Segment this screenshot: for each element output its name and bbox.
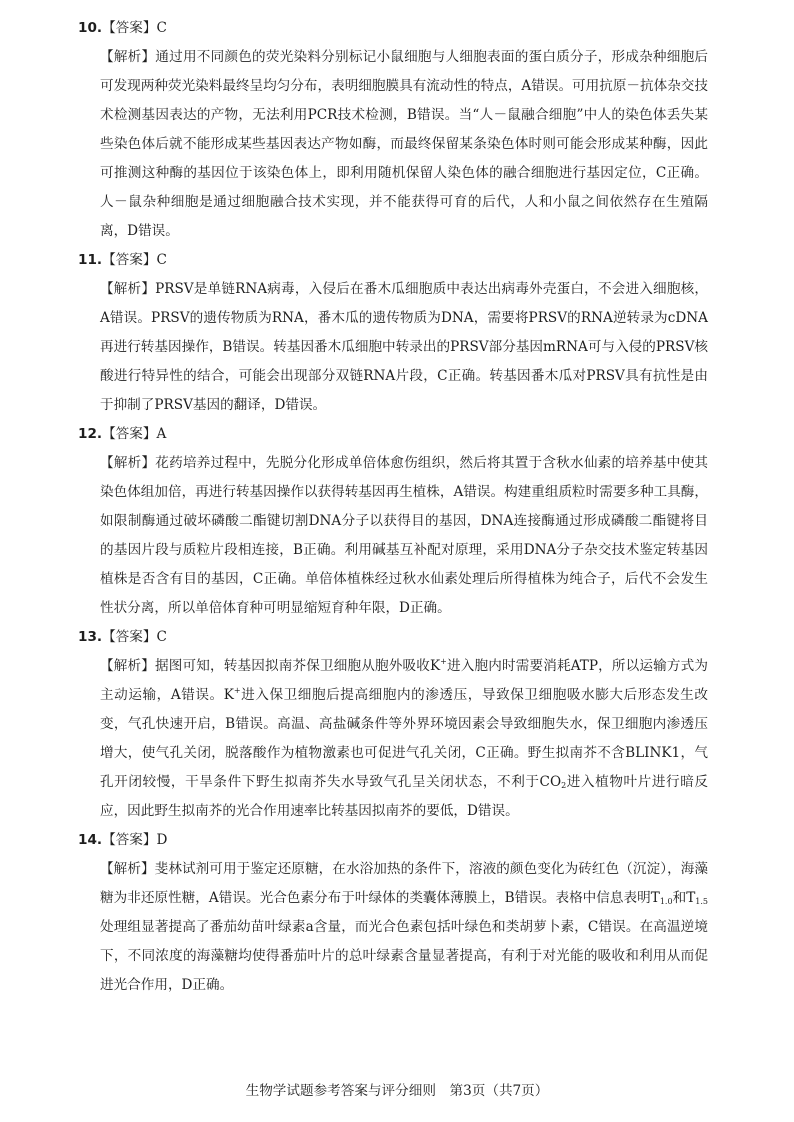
analysis-segment: 进入胞内时需要消耗ATP，所以运输方式为主动运输，A错误。K: [100, 658, 708, 703]
answer-label: 【答案】A: [102, 426, 167, 442]
answer-line: [78, 623, 708, 652]
page-footer: 生物学试题参考答案与评分细则 第3页（共7页）: [245, 1083, 549, 1099]
answer-line: [78, 826, 708, 855]
question-number: 11.: [78, 252, 103, 268]
answer-line: [78, 246, 708, 275]
analysis-text: [100, 652, 708, 826]
analysis-segment: 进入保卫细胞后提高细胞内的渗透压，导致保卫细胞吸水膨大后形态发生改变，气孔快速开启，B错误。高温、高盐碱条件等外界环境因素会导致细胞失水，保卫细胞内渗透压增大，使气孔关闭，脱落酸作为植物激素也可促进气孔关闭，C正确。野生拟南芥不含BLINK1，气孔开闭较慢，干旱条件下野生拟南芥失水导致气孔呈关闭状态，不利于CO: [100, 687, 708, 790]
analysis-segment: 进入植物叶片进行暗反应，因此野生拟南芥的光合作用速率比转基因拟南芥的要低，D错误。: [100, 774, 708, 819]
analysis-segment: 处理组显著提高了番茄幼苗叶绿素a含量，而光合色素包括叶绿色和类胡萝卜素，C错误。在高温逆境下，不同浓度的海藻糖均使得番茄叶片的总叶绿素含量显著提高，有利于对光能的吸收和利用从而促进光合作用，D正确。: [100, 919, 708, 993]
analysis-text: 【解析】PRSV是单链RNA病毒，入侵后在番木瓜细胞质中表达出病毒外壳蛋白，不会进入细胞核，A错误。PRSV的遗传物质为RNA，番木瓜的遗传物质为DNA，需要将PRSV的RNA逆转录为cDNA再进行转基因操作，B错误。转基因番木瓜细胞中转录出的PRSV部分基因mRNA可与入侵的PRSV核酸进行特异性的结合，可能会出现部分双链RNA片段，C正确。转基因番木瓜对PRSV具有抗性是由于抑制了PRSV基因的翻译，D错误。: [100, 281, 708, 413]
superscript-plus: +: [440, 657, 447, 666]
analysis-segment: 和T: [672, 890, 696, 906]
question-11: [78, 246, 708, 420]
superscript-plus: +: [233, 686, 241, 695]
question-10: [78, 14, 708, 246]
question-number: 14.: [78, 832, 103, 848]
answer-label: 【答案】C: [102, 629, 167, 645]
answer-label: 【答案】D: [102, 832, 168, 848]
question-13: [78, 623, 708, 826]
subscript-two: 2: [561, 781, 567, 790]
answer-line: [78, 420, 708, 449]
question-14: [78, 826, 708, 1000]
question-12: [78, 420, 708, 623]
subscript-concentration: 1.5: [695, 897, 708, 906]
answer-line: [78, 14, 708, 43]
analysis-text: [100, 855, 708, 1000]
answer-label: 【答案】C: [102, 20, 167, 36]
question-number: 13.: [78, 629, 103, 645]
question-number: 12.: [78, 426, 103, 442]
analysis-segment: 【解析】据图可知，转基因拟南芥保卫细胞从胞外吸收K: [100, 658, 441, 674]
analysis-segment: 【解析】斐林试剂可用于鉴定还原糖，在水浴加热的条件下，溶液的颜色变化为砖红色（沉淀），海藻糖为非还原性糖，A错误。光合色素分布于叶绿体的类囊体薄膜上，B错误。表格中信息表明T: [100, 861, 708, 906]
subscript-concentration: 1.0: [659, 897, 673, 906]
analysis-text: 【解析】通过用不同颜色的荧光染料分别标记小鼠细胞与人细胞表面的蛋白质分子，形成杂种细胞后可发现两种荧光染料最终呈均匀分布，表明细胞膜具有流动性的特点，A错误。可用抗原－抗体杂交技术检测基因表达的产物，无法利用PCR技术检测，B错误。当“人－鼠融合细胞”中人的染色体丢失某些染色体后就不能形成某些基因表达产物如酶，而最终保留某条染色体时则可能会形成某种酶，因此可推测这种酶的基因位于该染色体上，即利用随机保留人染色体的融合细胞进行基因定位，C正确。人－鼠杂种细胞是通过细胞融合技术实现，并不能获得可育的后代，人和小鼠之间依然存在生殖隔离，D错误。: [100, 49, 708, 239]
question-number: 10.: [78, 20, 103, 36]
analysis-text: 【解析】花药培养过程中，先脱分化形成单倍体愈伤组织，然后将其置于含秋水仙素的培养基中使其染色体组加倍，再进行转基因操作以获得转基因再生植株，A错误。构建重组质粒时需要多种工具酶，如限制酶通过破坏磷酸二酯键切割DNA分子以获得目的基因，DNA连接酶通过形成磷酸二酯键将目的基因片段与质粒片段相连接，B正确。利用碱基互补配对原理，采用DNA分子杂交技术鉴定转基因植株是否含有目的基因，C正确。单倍体植株经过秋水仙素处理后所得植株为纯合子，后代不会发生性状分离，所以单倍体育种可明显缩短育种年限，D正确。: [100, 455, 708, 616]
answer-label: 【答案】C: [102, 252, 167, 268]
